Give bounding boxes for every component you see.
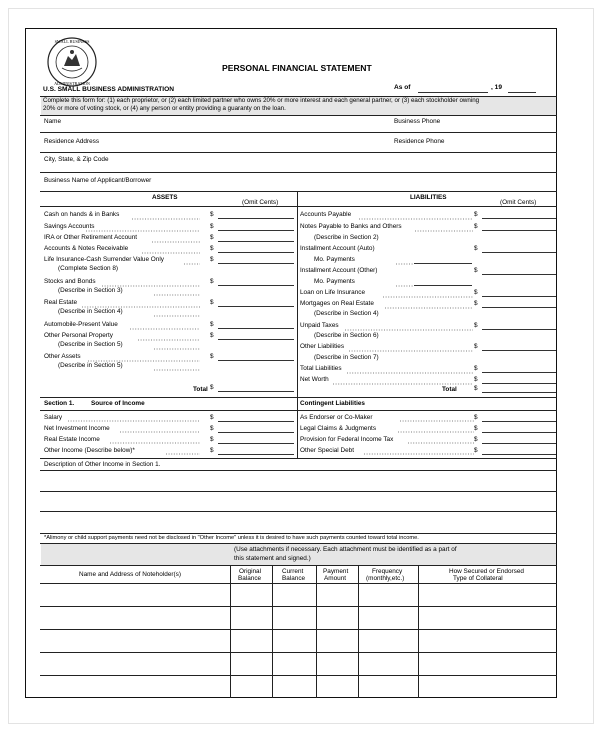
table-row[interactable] <box>40 675 557 676</box>
currency-symbol: $ <box>210 425 214 432</box>
currency-symbol: $ <box>474 289 478 296</box>
table-col-line <box>316 565 317 698</box>
currency-symbol: $ <box>210 245 214 252</box>
liability-sub-other: (Describe in Section 7) <box>314 354 379 361</box>
table-header-secured: How Secured or Endorsed <box>449 568 524 575</box>
currency-symbol: $ <box>474 414 478 421</box>
description-line[interactable] <box>40 470 557 471</box>
asset-label-automobile: Automobile-Present Value <box>44 321 118 328</box>
table-header-payment: Payment <box>323 568 349 575</box>
liability-amount-field[interactable] <box>482 350 556 351</box>
asset-sub-stocks: (Describe in Section 3) <box>58 287 123 294</box>
mo-payment-auto-field[interactable] <box>414 263 472 264</box>
asset-amount-field[interactable] <box>218 218 294 219</box>
currency-symbol: $ <box>474 376 478 383</box>
contingent-amount-field[interactable] <box>482 432 556 433</box>
table-header-payment-2: Amount <box>324 575 347 582</box>
liability-amount-field[interactable] <box>482 329 556 330</box>
currency-symbol: $ <box>210 384 214 391</box>
description-line[interactable] <box>40 511 557 512</box>
asset-label-receivable: Accounts & Notes Receivable <box>44 245 129 252</box>
currency-symbol: $ <box>210 223 214 230</box>
liabilities-total-field[interactable] <box>482 392 556 393</box>
asset-amount-field[interactable] <box>218 230 294 231</box>
income-label-real-estate: Real Estate Income <box>44 436 100 443</box>
instructions-line1: Complete this form for: (1) each proprietor, or (2) each limited partner who owns 20% or more interest and each general partner, or (3) each stockholder owning <box>43 97 480 104</box>
liability-label-other: Other Liabilities <box>300 343 345 350</box>
asset-sub-personal-property: (Describe in Section 5) <box>58 341 123 348</box>
currency-symbol: $ <box>474 300 478 307</box>
currency-symbol: $ <box>474 322 478 329</box>
asset-amount-field[interactable] <box>218 360 294 361</box>
table-row[interactable] <box>40 606 557 607</box>
income-label-investment: Net Investment Income <box>44 425 110 432</box>
description-line[interactable] <box>40 533 557 534</box>
business-phone-label: Business Phone <box>394 118 441 125</box>
assets-total-label: Total <box>193 386 208 393</box>
attachment-note-line2: this statement and signed.) <box>234 555 311 562</box>
currency-symbol: $ <box>210 447 214 454</box>
name-label: Name <box>44 118 62 125</box>
table-header-current-2: Balance <box>282 575 306 582</box>
svg-text:SMALL BUSINESS: SMALL BUSINESS <box>54 39 90 44</box>
mo-payment-other-field[interactable] <box>414 285 472 286</box>
currency-symbol: $ <box>210 234 214 241</box>
asset-label-other: Other Assets <box>44 353 81 360</box>
table-header-current: Current <box>282 568 304 575</box>
liability-sub-notes-payable: (Describe in Section 2) <box>314 234 379 241</box>
asset-label-personal-property: Other Personal Property <box>44 332 113 339</box>
currency-symbol: $ <box>474 365 478 372</box>
asset-amount-field[interactable] <box>218 328 294 329</box>
section1-subtitle: Source of Income <box>91 400 145 407</box>
contingent-label-endorser: As Endorser or Co-Maker <box>300 414 373 421</box>
name-field[interactable] <box>40 132 557 133</box>
asset-amount-field[interactable] <box>218 263 294 264</box>
instructions-line2: 20% or more of voting stock, or (4) any person or entity providing a guaranty on the loan. <box>43 105 286 112</box>
divider <box>40 565 557 566</box>
city-state-zip-label: City, State, & Zip Code <box>44 156 109 163</box>
asset-sub-life-insurance: (Complete Section 8) <box>58 265 119 272</box>
liability-amount-field[interactable] <box>482 274 556 275</box>
liability-amount-field[interactable] <box>482 230 556 231</box>
liability-sub-unpaid-taxes: (Describe in Section 6) <box>314 332 379 339</box>
page-title: PERSONAL FINANCIAL STATEMENT <box>222 63 372 73</box>
asset-label-savings: Savings Accounts <box>44 223 95 230</box>
currency-symbol: $ <box>474 267 478 274</box>
currency-symbol: $ <box>474 436 478 443</box>
liability-label-notes-payable: Notes Payable to Banks and Others <box>300 223 402 230</box>
asset-sub-real-estate: (Describe in Section 4) <box>58 308 123 315</box>
residence-phone-label: Residence Phone <box>394 138 445 145</box>
as-of-label: As of <box>394 84 411 91</box>
other-income-description-label: Description of Other Income in Section 1. <box>44 461 161 468</box>
alimony-note: *Alimony or child support payments need not be disclosed in "Other Income" unless it is desired to have such payments counted toward total income. <box>44 535 419 541</box>
table-header-frequency: Frequency <box>372 568 403 575</box>
year-line[interactable] <box>508 92 536 93</box>
liability-label-installment-other: Installment Account (Other) <box>300 267 378 274</box>
asset-label-life-insurance: Life Insurance-Cash Surrender Value Only <box>44 256 164 263</box>
agency-name: U.S. SMALL BUSINESS ADMINISTRATION <box>43 86 175 93</box>
currency-symbol: $ <box>210 332 214 339</box>
liabilities-title: LIABILITIES <box>410 194 447 201</box>
divider <box>40 115 557 116</box>
income-amount-field[interactable] <box>218 454 294 455</box>
table-row[interactable] <box>40 629 557 630</box>
liability-label-net-worth: Net Worth <box>300 376 329 383</box>
svg-text:ADMINISTRATION: ADMINISTRATION <box>54 81 90 86</box>
table-row-line <box>40 583 557 584</box>
contingent-label-tax: Provision for Federal Income Tax <box>300 436 394 443</box>
table-header-original: Original <box>239 568 262 575</box>
business-name-label: Business Name of Applicant/Borrower <box>44 177 152 184</box>
contingent-label-other: Other Special Debt <box>300 447 354 454</box>
assets-leaders <box>40 206 298 398</box>
divider <box>40 397 557 398</box>
currency-symbol: $ <box>474 223 478 230</box>
year-label: , 19 <box>491 84 502 91</box>
liability-label-installment-auto: Installment Account (Auto) <box>300 245 375 252</box>
currency-symbol: $ <box>210 299 214 306</box>
currency-symbol: $ <box>474 343 478 350</box>
table-header-original-2: Balance <box>238 575 262 582</box>
divider <box>40 458 557 459</box>
description-line[interactable] <box>40 491 557 492</box>
contingent-amount-field[interactable] <box>482 454 556 455</box>
asset-label-cash: Cash on hands & in Banks <box>44 211 120 218</box>
liabilities-omit-cents: (Omit Cents) <box>500 199 537 206</box>
table-header-noteholder: Name and Address of Noteholder(s) <box>79 571 181 578</box>
asset-amount-field[interactable] <box>218 339 294 340</box>
liability-sub-installment-other: Mo. Payments <box>314 278 355 285</box>
asset-label-ira: IRA or Other Retirement Account <box>44 234 138 241</box>
contingent-amount-field[interactable] <box>482 421 556 422</box>
liability-sub-mortgages: (Describe in Section 4) <box>314 310 379 317</box>
liabilities-total-label: Total <box>442 386 457 393</box>
liability-amount-field[interactable] <box>482 307 556 308</box>
currency-symbol: $ <box>210 321 214 328</box>
assets-omit-cents: (Omit Cents) <box>242 199 279 206</box>
liability-sub-installment-auto: Mo. Payments <box>314 256 355 263</box>
liability-label-total: Total Liabilities <box>300 365 342 372</box>
income-label-salary: Salary <box>44 414 63 421</box>
assets-title: ASSETS <box>152 194 178 201</box>
currency-symbol: $ <box>210 211 214 218</box>
currency-symbol: $ <box>210 436 214 443</box>
asset-amount-field[interactable] <box>218 306 294 307</box>
currency-symbol: $ <box>474 447 478 454</box>
residence-address-label: Residence Address <box>44 138 100 145</box>
currency-symbol: $ <box>210 353 214 360</box>
liability-amount-field[interactable] <box>482 296 556 297</box>
liabilities-leaders <box>297 206 557 398</box>
table-col-line <box>230 565 231 698</box>
currency-symbol: $ <box>474 385 478 392</box>
income-label-other: Other Income (Describe below)* <box>44 447 135 454</box>
income-amount-field[interactable] <box>218 432 294 433</box>
contingent-title: Contingent Liabilities <box>300 400 365 407</box>
asset-label-stocks: Stocks and Bonds <box>44 278 96 285</box>
liability-amount-field[interactable] <box>482 218 556 219</box>
section1-title: Section 1. <box>44 400 75 407</box>
assets-total-field[interactable] <box>218 391 294 392</box>
liability-label-loan-life-insurance: Loan on Life Insurance <box>300 289 366 296</box>
residence-address-field[interactable] <box>40 152 557 153</box>
currency-symbol: $ <box>210 256 214 263</box>
business-name-field[interactable] <box>40 191 557 192</box>
currency-symbol: $ <box>210 414 214 421</box>
table-col-line <box>272 565 273 698</box>
liability-label-mortgages: Mortgages on Real Estate <box>300 300 374 307</box>
income-amount-field[interactable] <box>218 421 294 422</box>
table-header-secured-2: Type of Collateral <box>453 575 503 582</box>
section1-leaders <box>40 410 557 458</box>
asset-sub-other: (Describe in Section 5) <box>58 362 123 369</box>
asset-amount-field[interactable] <box>218 252 294 253</box>
currency-symbol: $ <box>474 245 478 252</box>
currency-symbol: $ <box>474 211 478 218</box>
currency-symbol: $ <box>474 425 478 432</box>
income-amount-field[interactable] <box>218 443 294 444</box>
contingent-label-legal: Legal Claims & Judgments <box>300 425 377 432</box>
liability-amount-field[interactable] <box>482 372 556 373</box>
contingent-amount-field[interactable] <box>482 443 556 444</box>
asset-amount-field[interactable] <box>218 241 294 242</box>
liability-amount-field[interactable] <box>482 252 556 253</box>
liability-amount-field[interactable] <box>482 383 556 384</box>
liability-label-unpaid-taxes: Unpaid Taxes <box>300 322 339 329</box>
attachment-note-line1: (Use attachments if necessary. Each attachment must be identified as a part of <box>234 546 457 553</box>
table-col-line <box>418 565 419 698</box>
table-header-frequency-2: (monthly,etc.) <box>366 575 405 582</box>
asset-amount-field[interactable] <box>218 285 294 286</box>
as-of-date-line[interactable] <box>418 92 488 93</box>
table-col-line <box>358 565 359 698</box>
asset-label-real-estate: Real Estate <box>44 299 78 306</box>
liability-label-accounts-payable: Accounts Payable <box>300 211 352 218</box>
table-row[interactable] <box>40 652 557 653</box>
city-state-zip-field[interactable] <box>40 172 557 173</box>
currency-symbol: $ <box>210 278 214 285</box>
